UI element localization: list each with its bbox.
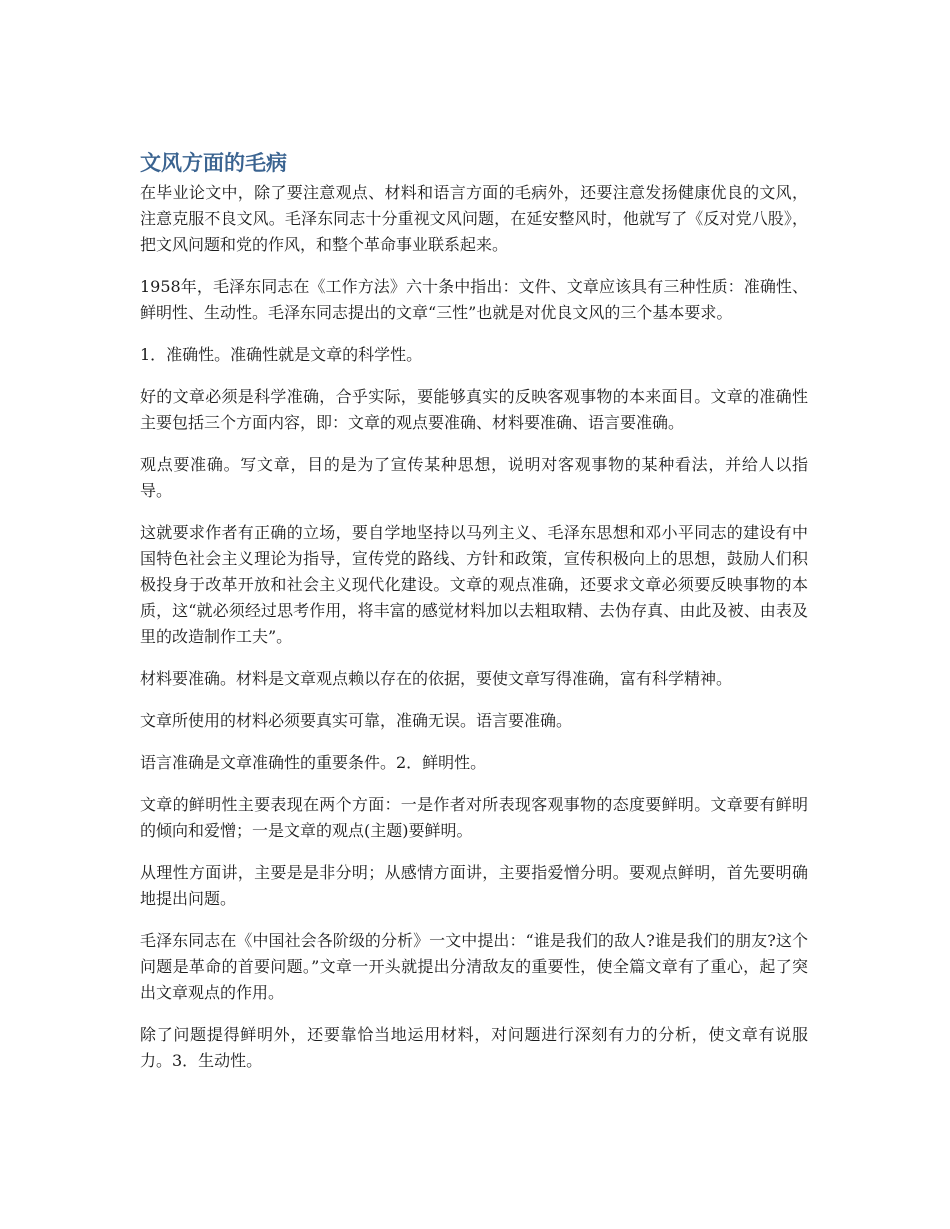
paragraph-clarity: 文章的鲜明性主要表现在两个方面：一是作者对所表现客观事物的态度要鲜明。文章要有鲜明的倾向和爱憎；一是文章的观点(主题)要鲜明。 — [140, 795, 808, 840]
paragraph-rational: 从理性方面讲，主要是是非分明；从感情方面讲，主要指爱憎分明。要观点鲜明，首先要明确地提出问题。 — [140, 863, 808, 908]
paragraph-stance: 这就要求作者有正确的立场，要自学地坚持以马列主义、毛泽东思想和邓小平同志的建设有中国特色社会主义理论为指导，宣传党的路线、方针和政策，宣传积极向上的思想，鼓励人们积极投身于改革开放和社会主义现代化建设。文章的观点准确，还要求文章必须要反映事物的本质，这“就必须经过思考作用，将丰富的感觉材料加以去粗取精、去伪存真、由此及被、由表及里的改造制作工夫”。 — [140, 523, 808, 646]
paragraph-accuracy-heading: 1．准确性。准确性就是文章的科学性。 — [140, 345, 423, 364]
paragraph-language: 语言准确是文章准确性的重要条件。2．鲜明性。 — [140, 753, 487, 772]
paragraph-vividness: 除了问题提得鲜明外，还要靠恰当地运用材料，对问题进行深刻有力的分析，使文章有说服力。3．生动性。 — [140, 1025, 808, 1070]
paragraph-1958: 1958年，毛泽东同志在《工作方法》六十条中指出：文件、文章应该具有三种性质：准确性、鲜明性、生动性。毛泽东同志提出的文章“三性”也就是对优良文风的三个基本要求。 — [140, 277, 808, 322]
paragraph-intro: 在毕业论文中，除了要注意观点、材料和语言方面的毛病外，还要注意发扬健康优良的文风，注意克服不良文风。毛泽东同志十分重视文风问题，在延安整风时，他就写了《反对党八股》，把文风问题和党的作风，和整个革命事业联系起来。 — [140, 183, 808, 254]
document-title: 文风方面的毛病 — [140, 151, 287, 175]
paragraph-mao-quote: 毛泽东同志在《中国社会各阶级的分析》一文中提出：“谁是我们的敌人?谁是我们的朋友?这个问题是革命的首要问题。”文章一开头就提出分清敌友的重要性，使全篇文章有了重心，起了突出文章观点的作用。 — [140, 931, 808, 1002]
paragraph-material-reliable: 文章所使用的材料必须要真实可靠，准确无误。语言要准确。 — [140, 711, 573, 730]
paragraph-viewpoint: 观点要准确。写文章，目的是为了宣传某种思想，说明对客观事物的某种看法，并给人以指导。 — [140, 455, 808, 500]
document-body — [140, 148, 808, 1090]
paragraph-accuracy-content: 好的文章必须是科学准确，合乎实际，要能够真实的反映客观事物的本来面目。文章的准确性主要包括三个方面内容，即：文章的观点要准确、材料要准确、语言要准确。 — [140, 387, 808, 432]
paragraph-material: 材料要准确。材料是文章观点赖以存在的依据，要使文章写得准确，富有科学精神。 — [140, 669, 733, 688]
